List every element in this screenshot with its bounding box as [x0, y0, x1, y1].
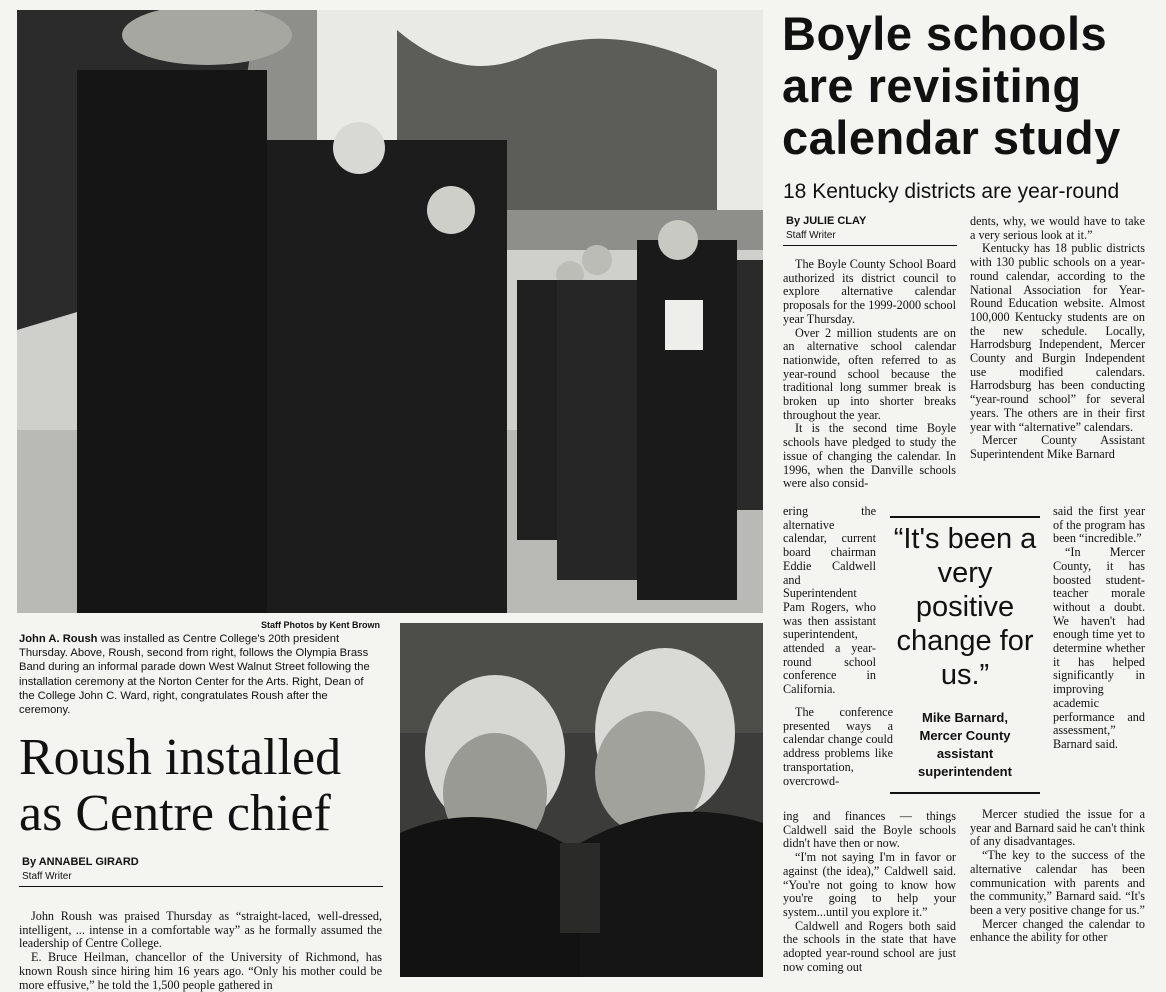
pull-quote-rule-top [890, 516, 1040, 518]
roush-paragraph: E. Bruce Heilman, chancellor of the University of Richmond, has known Roush since hiring him 16 years ago. “Only his mother could be more effusive,” he told the 1,500 people gathered in [19, 950, 382, 992]
boyle-col1-bottom [783, 810, 956, 974]
boyle-col1-top [783, 258, 956, 491]
boyle-headline-line-2: are revisiting [782, 59, 1082, 112]
roush-headline [19, 730, 394, 842]
boyle-paragraph: Mercer studied the issue for a year and Barnard said he can't think of any disadvantages. [970, 807, 1145, 849]
boyle-col1-narrow [783, 505, 876, 697]
boyle-byline: By JULIE CLAY [786, 215, 867, 227]
caption-text: was installed as Centre College's 20th president Thursday. Above, Roush, second from right, follows the Olympia Brass Band during an informal parade down West Walnut Street following the installation ceremony at the Norton Center for the Arts. Right, Dean of the College John C. Ward, right, congratulates Roush after the ceremony. [19, 633, 370, 717]
roush-paragraph: John Roush was praised Thursday as “straight-laced, well-dressed, intelligent, ... intense in a comfortable way” as he formally assumed the leadership of Centre College. [19, 909, 382, 951]
boyle-paragraph: ering the alternative calendar, current board chairman Eddie Caldwell and Superintendent Pam Rogers, who was then assistant superintendent, attended a year-round school conference in California. [783, 504, 876, 697]
boyle-paragraph: dents, why, we would have to take a very serious look at it.” [970, 214, 1145, 242]
photo-caption [19, 632, 382, 717]
congratulations-photo [400, 623, 763, 977]
roush-byline-title: Staff Writer [22, 871, 72, 882]
boyle-paragraph: said the first year of the program has been “incredible.” [1053, 504, 1145, 546]
pull-quote-rule-bottom [890, 792, 1040, 794]
boyle-paragraph: Kentucky has 18 public districts with 130 public schools on a year-round calendar, according to the National Association for Year-Round Education website. Almost 100,000 Kentucky students are on the new schedule. Locally, Harrodsburg Independent, Mercer County and Burgin Independent use modified calendars. Harrodsburg has been conducting “year-round school” for several years. The others are in their first year with “alternative” calendars. [970, 241, 1145, 434]
pull-quote-attribution: Mike Barnard, Mercer County assistant superintendent [918, 710, 1012, 779]
boyle-paragraph: The Boyle County School Board authorized its district council to explore alternative calendar proposals for the 1999-2000 school year Thursday. [783, 257, 956, 326]
boyle-paragraph: Mercer County Assistant Superintendent Mike Barnard [970, 433, 1145, 461]
roush-headline-line-1: Roush installed [19, 729, 342, 786]
roush-headline-line-2: as Centre chief [19, 785, 331, 842]
boyle-paragraph: Over 2 million students are on an alternative school calendar nationwide, often referred to as year-round school because the traditional long summer break is broken up into shorter breaks throughout the year. [783, 325, 956, 422]
boyle-headline [782, 8, 1162, 164]
boyle-headline-line-3: calendar study [782, 111, 1121, 164]
boyle-headline-line-1: Boyle schools [782, 7, 1108, 60]
photo-credit: Staff Photos by Kent Brown [261, 620, 380, 630]
parade-photo [17, 10, 763, 613]
roush-byline: By ANNABEL GIRARD [22, 856, 139, 868]
boyle-col1-narrow-2 [783, 706, 893, 788]
boyle-paragraph: “The key to the success of the alternative calendar has been communication with parents and the community,” Barnard said. “It's been a very positive change for us.” [970, 848, 1145, 917]
pull-quote: “It's been a very positive change for us.” [893, 523, 1037, 691]
boyle-byline-title: Staff Writer [786, 230, 836, 241]
boyle-paragraph: The conference presented ways a calendar change could address problems like transportation, overcrowd- [783, 705, 893, 788]
caption-lead: John A. Roush [19, 633, 98, 645]
roush-body [19, 910, 382, 992]
boyle-paragraph: Caldwell and Rogers both said the schools in the state that have adopted year-round school are just now coming out [783, 918, 956, 974]
boyle-paragraph: Mercer changed the calendar to enhance the ability for other [970, 916, 1145, 945]
boyle-paragraph: “I'm not saying I'm in favor or against (the idea),” Caldwell said. “You're not going to know how you're going to help your system...until you explore it.” [783, 850, 956, 919]
boyle-deck: 18 Kentucky districts are year-round [783, 180, 1120, 203]
boyle-col2-narrow [1053, 505, 1145, 752]
boyle-col2-top [970, 215, 1145, 462]
roush-byline-rule [19, 886, 383, 887]
boyle-paragraph: ing and finances — things Caldwell said the Boyle schools didn't have then or now. [783, 809, 956, 851]
boyle-byline-rule [783, 245, 957, 246]
boyle-paragraph: It is the second time Boyle schools have pledged to study the issue of changing the calendar. In 1996, when the Danville schools were also consid- [783, 421, 956, 491]
boyle-paragraph: “In Mercer County, it has boosted student-teacher morale without a doubt. We haven't had enough time yet to determine whether it has helped significantly in improving academic performance and assessment,” Barnard said. [1053, 545, 1145, 751]
boyle-col2-bottom [970, 808, 1145, 945]
